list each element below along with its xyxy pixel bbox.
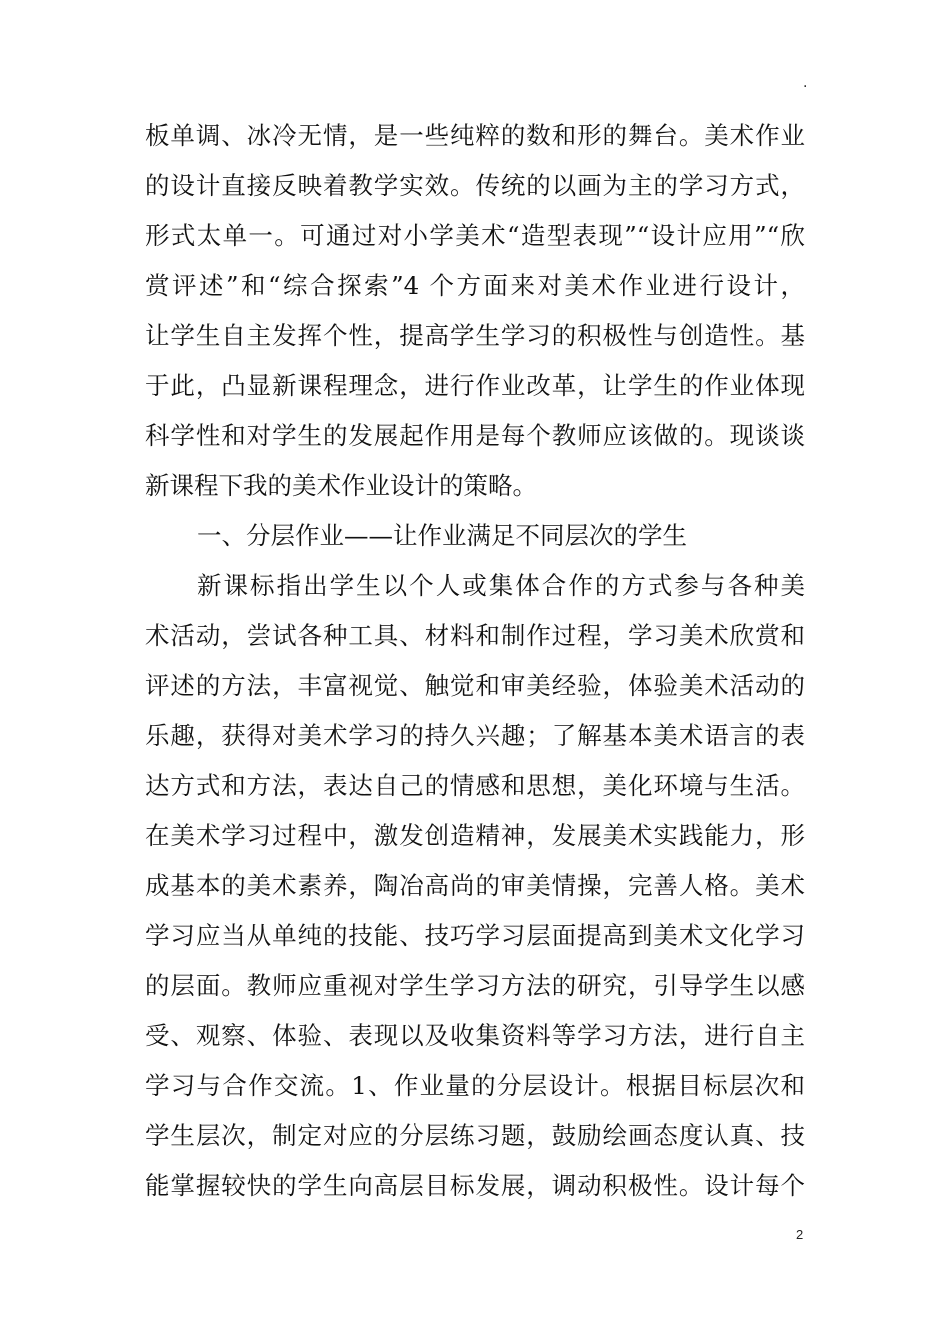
text-line: 科学性和对学生的发展起作用是每个教师应该做的。现谈谈 bbox=[145, 421, 805, 450]
section-heading bbox=[145, 511, 805, 561]
text-line: 在美术学习过程中，激发创造精神，发展美术实践能力，形 bbox=[145, 821, 805, 850]
text-line: 学习应当从单纯的技能、技巧学习层面提高到美术文化学习 bbox=[145, 921, 805, 950]
text-line: 让学生自主发挥个性，提高学生学习的积极性与创造性。基 bbox=[145, 321, 805, 350]
text-line: 学生层次，制定对应的分层练习题，鼓励绘画态度认真、技 bbox=[145, 1121, 805, 1150]
text-line: 受、观察、体验、表现以及收集资料等学习方法，进行自主 bbox=[145, 1021, 805, 1050]
text-line: 学习与合作交流。1、作业量的分层设计。根据目标层次和 bbox=[145, 1071, 805, 1100]
page-number: 2 bbox=[796, 1227, 804, 1242]
text-line: 形式太单一。可通过对小学美术“造型表现”“设计应用”“欣 bbox=[145, 221, 805, 250]
text-line: 的设计直接反映着教学实效。传统的以画为主的学习方式， bbox=[145, 171, 805, 200]
paragraph-continuation bbox=[145, 111, 805, 511]
text-line: 术活动，尝试各种工具、材料和制作过程，学习美术欣赏和 bbox=[145, 621, 805, 650]
text-line: 乐趣，获得对美术学习的持久兴趣；了解基本美术语言的表 bbox=[145, 721, 805, 750]
text-line: 评述的方法，丰富视觉、触觉和审美经验，体验美术活动的 bbox=[145, 671, 805, 700]
text-line: 板单调、冰冷无情，是一些纯粹的数和形的舞台。美术作业 bbox=[145, 121, 805, 150]
header-dot: . bbox=[803, 75, 808, 91]
document-body bbox=[145, 111, 805, 1211]
text-line: 新课程下我的美术作业设计的策略。 bbox=[145, 471, 537, 500]
text-line: 于此，凸显新课程理念，进行作业改革，让学生的作业体现 bbox=[145, 371, 805, 400]
text-line: 达方式和方法，表达自己的情感和思想，美化环境与生活。 bbox=[145, 771, 805, 800]
text-line: 能掌握较快的学生向高层目标发展，调动积极性。设计每个 bbox=[145, 1171, 805, 1200]
text-line: 的层面。教师应重视对学生学习方法的研究，引导学生以感 bbox=[145, 971, 805, 1000]
text-line: 新课标指出学生以个人或集体合作的方式参与各种美 bbox=[197, 571, 805, 600]
text-line: 赏评述”和“综合探索”4 个方面来对美术作业进行设计， bbox=[145, 271, 805, 300]
paragraph-body bbox=[145, 561, 805, 1211]
heading-line: 一、分层作业——让作业满足不同层次的学生 bbox=[197, 521, 687, 550]
text-line: 成基本的美术素养，陶冶高尚的审美情操，完善人格。美术 bbox=[145, 871, 805, 900]
